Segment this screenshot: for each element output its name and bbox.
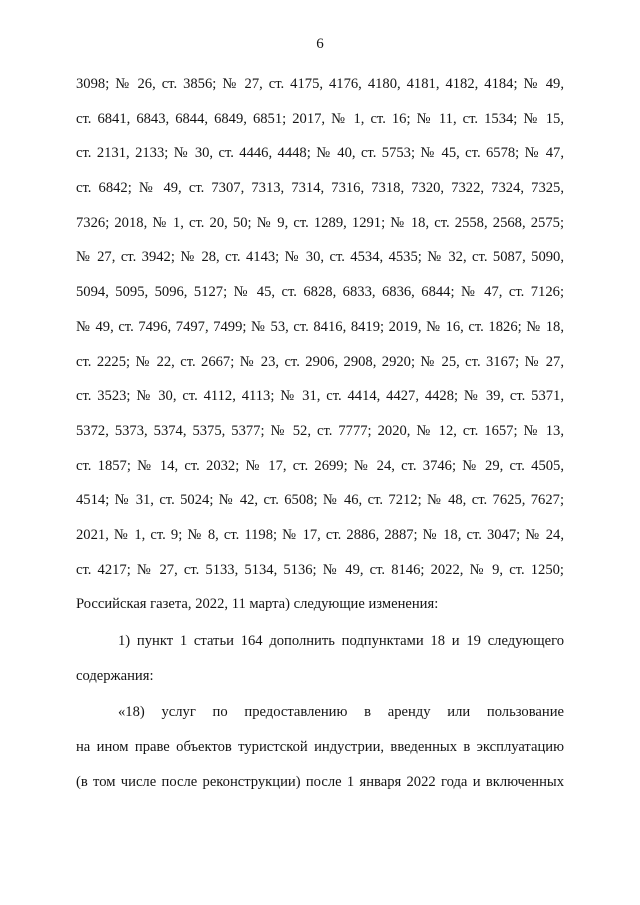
text-line: 1) пункт 1 статьи 164 дополнить подпунктами 18 и 19 следующего <box>118 633 564 649</box>
text-line: ст. 4217; № 27, ст. 5133, 5134, 5136; № 49, ст. 8146; 2022, № 9, ст. 1250; <box>76 561 564 578</box>
text-line: ст. 2225; № 22, ст. 2667; № 23, ст. 2906, 2908, 2920; № 25, ст. 3167; № 27, <box>76 353 564 370</box>
text-line: 4514; № 31, ст. 5024; № 42, ст. 6508; № 46, ст. 7212; № 48, ст. 7625, 7627; <box>76 492 564 509</box>
text-line: (в том числе после реконструкции) после 1 января 2022 года и включенных <box>76 773 564 790</box>
document-body <box>76 67 564 799</box>
amendment-paragraph <box>76 624 564 693</box>
text-line: ст. 2131, 2133; № 30, ст. 4446, 4448; № 40, ст. 5753; № 45, ст. 6578; № 47, <box>76 145 564 162</box>
page-number: 6 <box>316 36 324 52</box>
subparagraph-18 <box>76 695 564 799</box>
text-line: 2021, № 1, ст. 9; № 8, ст. 1198; № 17, ст. 2886, 2887; № 18, ст. 3047; № 24, <box>76 526 564 543</box>
text-line: Российская газета, 2022, 11 марта) следующие изменения: <box>76 596 439 613</box>
text-line: 5372, 5373, 5374, 5375, 5377; № 52, ст. 7777; 2020, № 12, ст. 1657; № 13, <box>76 422 564 439</box>
text-line: ст. 6841, 6843, 6844, 6849, 6851; 2017, № 1, ст. 16; № 11, ст. 1534; № 15, <box>76 110 564 127</box>
text-line: на ином праве объектов туристской индустрии, введенных в эксплуатацию <box>76 739 564 756</box>
text-line: ст. 6842; № 49, ст. 7307, 7313, 7314, 7316, 7318, 7320, 7322, 7324, 7325, <box>76 180 564 197</box>
text-line: 3098; № 26, ст. 3856; № 27, ст. 4175, 4176, 4180, 4181, 4182, 4184; № 49, <box>76 76 564 92</box>
text-line: ст. 3523; № 30, ст. 4112, 4113; № 31, ст. 4414, 4427, 4428; № 39, ст. 5371, <box>76 388 564 405</box>
text-line: ст. 1857; № 14, ст. 2032; № 17, ст. 2699; № 24, ст. 3746; № 29, ст. 4505, <box>76 457 564 474</box>
text-line: содержания: <box>76 667 154 684</box>
legislation-reference-paragraph <box>76 67 564 622</box>
text-line: «18) услуг по предоставлению в аренду или пользование <box>118 704 564 721</box>
text-line: 7326; 2018, № 1, ст. 20, 50; № 9, ст. 1289, 1291; № 18, ст. 2558, 2568, 2575; <box>76 214 564 231</box>
text-line: № 27, ст. 3942; № 28, ст. 4143; № 30, ст. 4534, 4535; № 32, ст. 5087, 5090, <box>76 249 564 266</box>
text-line: № 49, ст. 7496, 7497, 7499; № 53, ст. 8416, 8419; 2019, № 16, ст. 1826; № 18, <box>76 318 564 335</box>
text-line: 5094, 5095, 5096, 5127; № 45, ст. 6828, 6833, 6836, 6844; № 47, ст. 7126; <box>76 284 564 301</box>
